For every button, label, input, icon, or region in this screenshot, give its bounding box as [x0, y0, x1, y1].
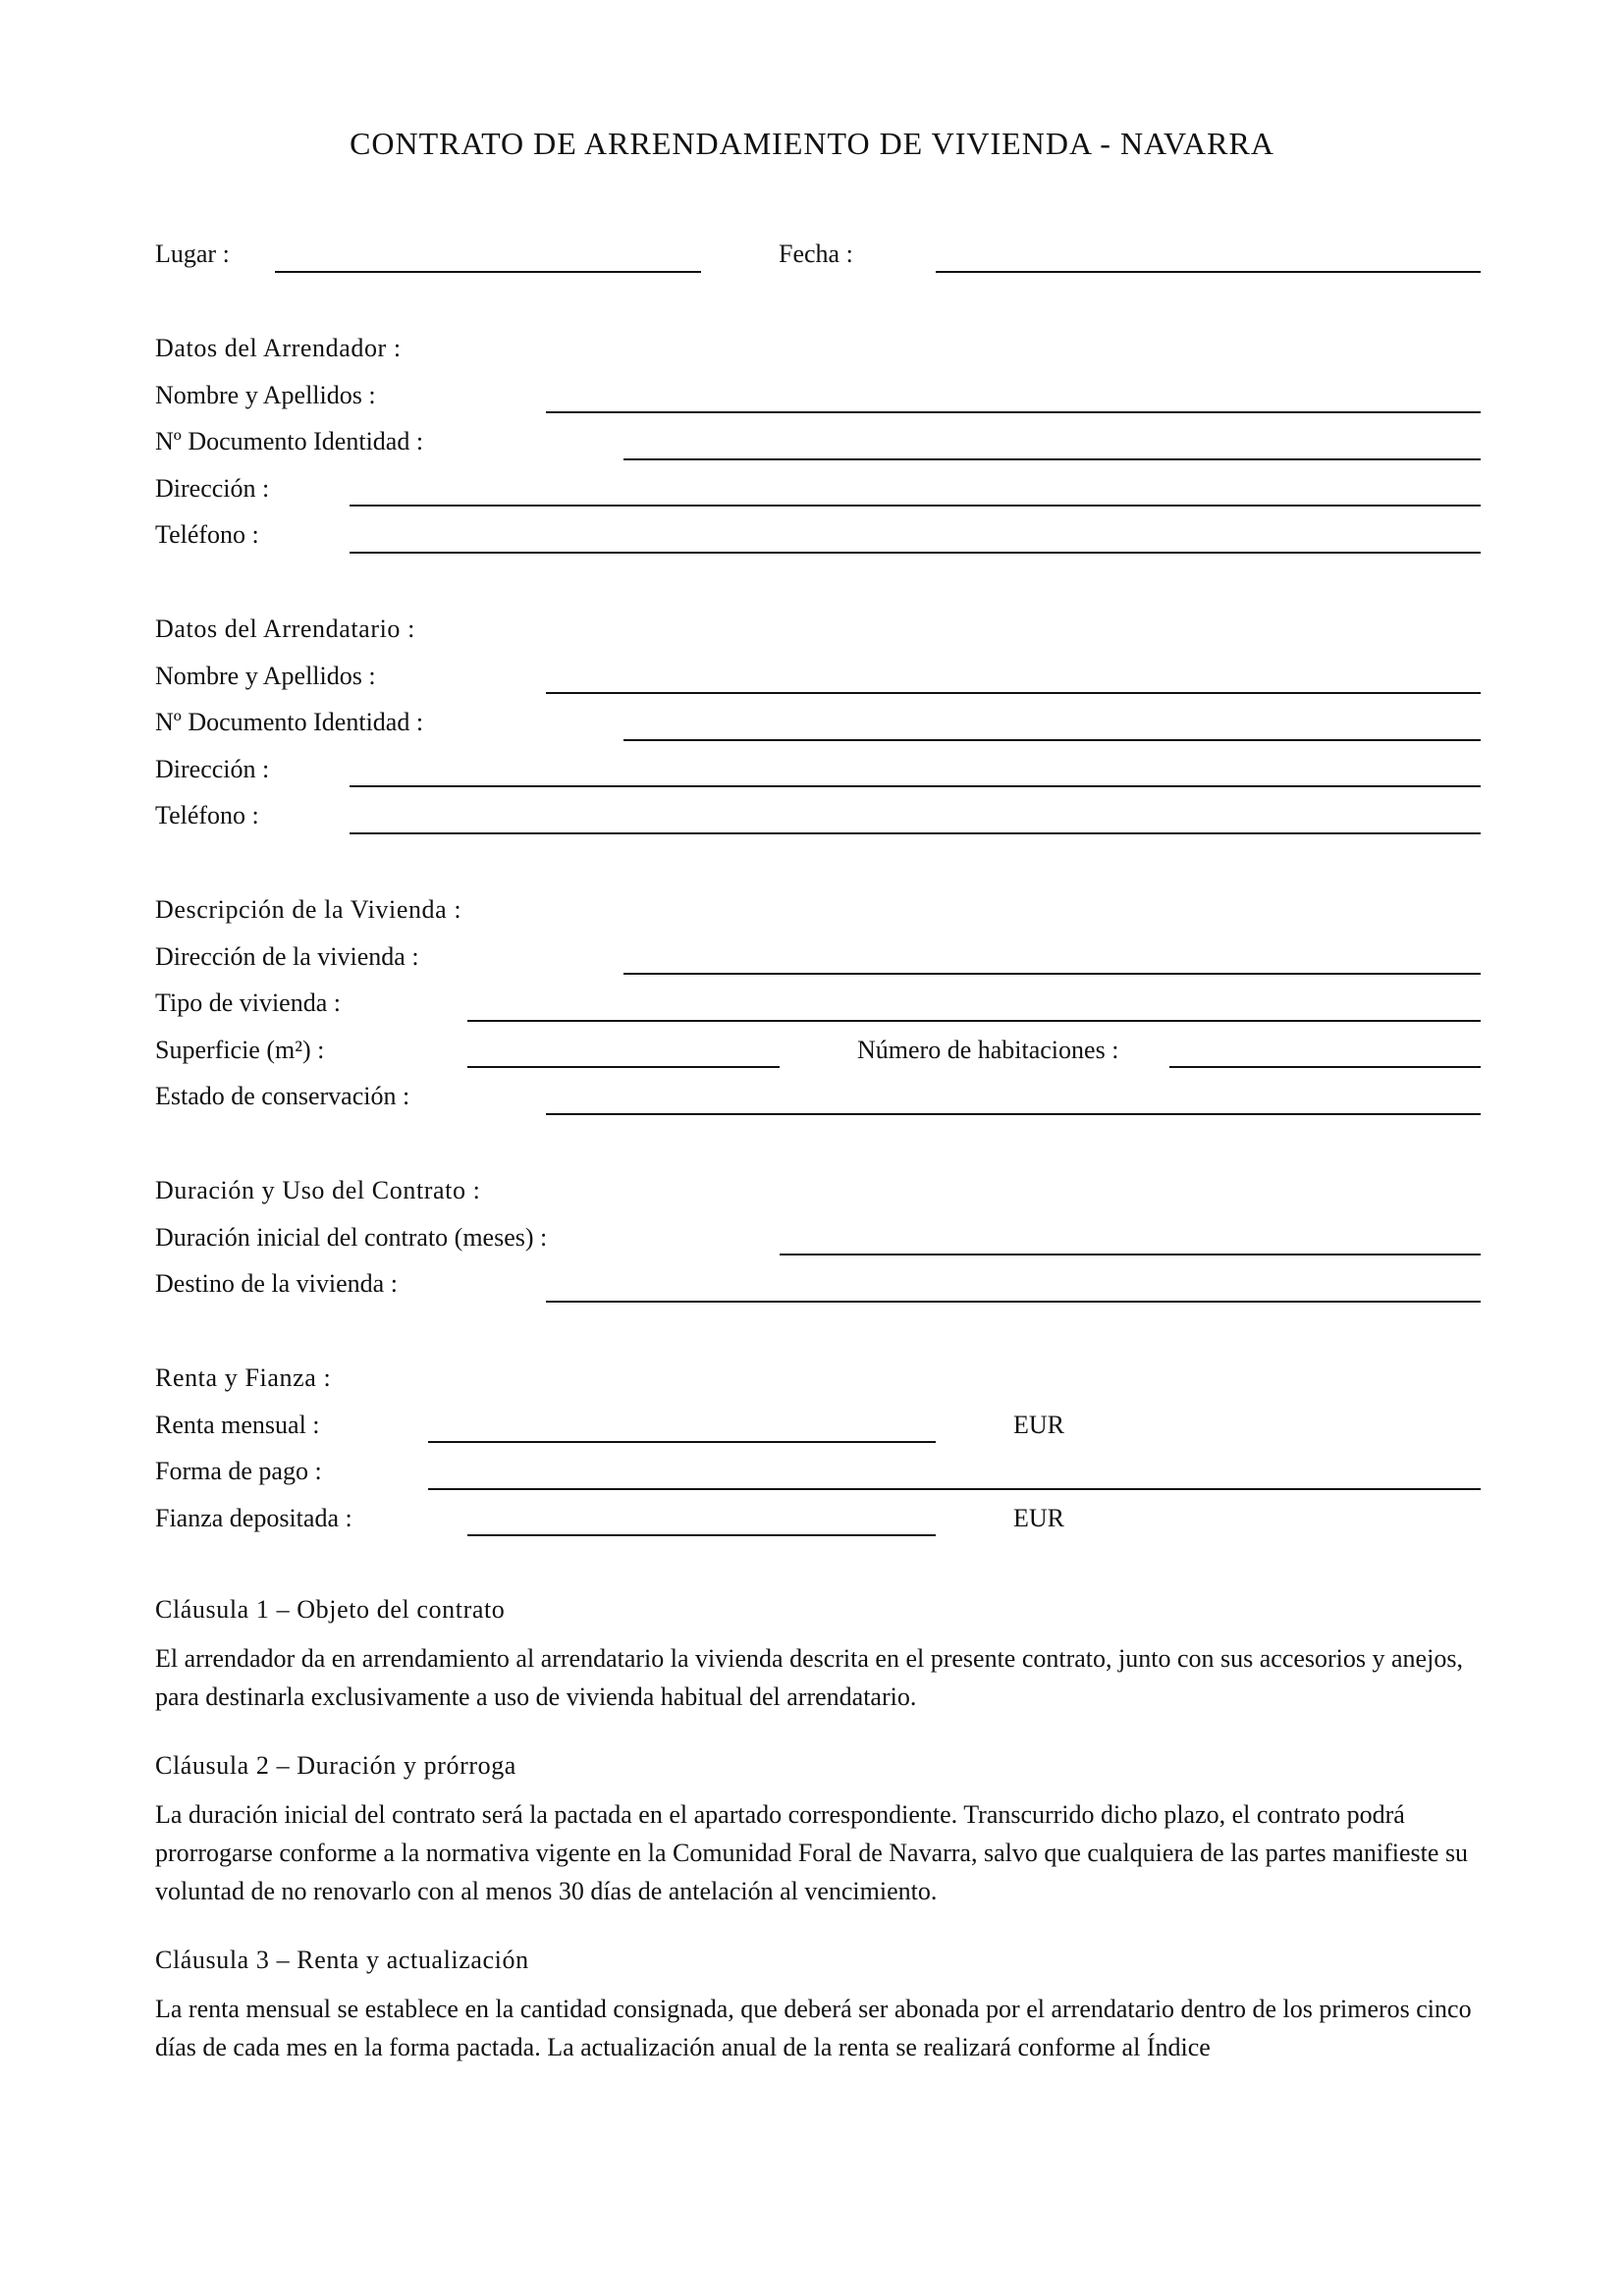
- renta-heading: Renta y Fianza :: [155, 1363, 332, 1392]
- arrendador-heading: Datos del Arrendador :: [155, 334, 402, 362]
- fianza-unit: EUR: [1013, 1504, 1064, 1532]
- forma-pago-label: Forma de pago :: [155, 1457, 322, 1485]
- arrendador-telefono-label: Teléfono :: [155, 520, 259, 549]
- renta-mensual-field[interactable]: [428, 1441, 936, 1443]
- lugar-field[interactable]: [275, 271, 701, 273]
- clause-2-text: La duración inicial del contrato será la pactada en el apartado correspondiente. Transcurrido dicho plazo, el contrato podrá prorrogarse conforme a la normativa vigente en la Comunidad Foral de Navarra, salvo que cualquiera de las partes manifieste su voluntad de no renovarlo con al menos 30 días de antelación al vencimiento.: [155, 1800, 1469, 1905]
- clause-3-text: La renta mensual se establece en la cantidad consignada, que deberá ser abonada por el arrendatario dentro de los primeros cinco días de cada mes en la forma pactada. La actualización anual de la renta se realizará conforme al Índice: [155, 1995, 1472, 2061]
- arrendatario-heading: Datos del Arrendatario :: [155, 614, 415, 643]
- clause-2-heading: Cláusula 2 – Duración y prórroga: [155, 1751, 516, 1780]
- arrendador-nombre-field[interactable]: [546, 411, 1481, 413]
- arrendador-documento-field[interactable]: [623, 458, 1481, 460]
- arrendador-direccion-field[interactable]: [350, 505, 1481, 507]
- clause-1-heading: Cláusula 1 – Objeto del contrato: [155, 1595, 506, 1624]
- vivienda-tipo-label: Tipo de vivienda :: [155, 988, 341, 1017]
- arrendatario-direccion-label: Dirección :: [155, 755, 270, 783]
- vivienda-superficie-field[interactable]: [467, 1066, 780, 1068]
- arrendador-direccion-label: Dirección :: [155, 474, 270, 503]
- duracion-heading: Duración y Uso del Contrato :: [155, 1176, 481, 1204]
- vivienda-direccion-label: Dirección de la vivienda :: [155, 942, 419, 971]
- vivienda-estado-field[interactable]: [546, 1113, 1481, 1115]
- arrendatario-documento-label: Nº Documento Identidad :: [155, 708, 424, 736]
- clause-3-heading: Cláusula 3 – Renta y actualización: [155, 1946, 529, 1974]
- arrendatario-telefono-field[interactable]: [350, 832, 1481, 834]
- document-title: CONTRATO DE ARRENDAMIENTO DE VIVIENDA - NAVARRA: [350, 126, 1274, 161]
- arrendatario-telefono-label: Teléfono :: [155, 801, 259, 829]
- arrendador-documento-label: Nº Documento Identidad :: [155, 427, 424, 455]
- destino-label: Destino de la vivienda :: [155, 1269, 398, 1298]
- vivienda-tipo-field[interactable]: [467, 1020, 1481, 1022]
- vivienda-superficie-label: Superficie (m²) :: [155, 1036, 325, 1064]
- forma-pago-field[interactable]: [428, 1488, 1481, 1490]
- destino-field[interactable]: [546, 1301, 1481, 1303]
- vivienda-habitaciones-field[interactable]: [1169, 1066, 1481, 1068]
- arrendatario-direccion-field[interactable]: [350, 785, 1481, 787]
- vivienda-direccion-field[interactable]: [623, 973, 1481, 975]
- duracion-inicial-field[interactable]: [780, 1254, 1481, 1255]
- arrendatario-nombre-label: Nombre y Apellidos :: [155, 662, 376, 690]
- fecha-field[interactable]: [936, 271, 1481, 273]
- arrendatario-documento-field[interactable]: [623, 739, 1481, 741]
- arrendatario-nombre-field[interactable]: [546, 692, 1481, 694]
- renta-mensual-unit: EUR: [1013, 1411, 1064, 1439]
- fianza-label: Fianza depositada :: [155, 1504, 352, 1532]
- duracion-inicial-label: Duración inicial del contrato (meses) :: [155, 1223, 548, 1252]
- fecha-label: Fecha :: [779, 240, 853, 268]
- lugar-label: Lugar :: [155, 240, 230, 268]
- clause-1-text: El arrendador da en arrendamiento al arrendatario la vivienda descrita en el presente contrato, junto con sus accesorios y anejos, para destinarla exclusivamente a uso de vivienda habitual del arrendatario.: [155, 1644, 1463, 1711]
- arrendador-telefono-field[interactable]: [350, 552, 1481, 554]
- vivienda-habitaciones-label: Número de habitaciones :: [857, 1036, 1119, 1064]
- fianza-field[interactable]: [467, 1534, 936, 1536]
- vivienda-estado-label: Estado de conservación :: [155, 1082, 410, 1110]
- renta-mensual-label: Renta mensual :: [155, 1411, 320, 1439]
- arrendador-nombre-label: Nombre y Apellidos :: [155, 381, 376, 409]
- vivienda-heading: Descripción de la Vivienda :: [155, 895, 462, 924]
